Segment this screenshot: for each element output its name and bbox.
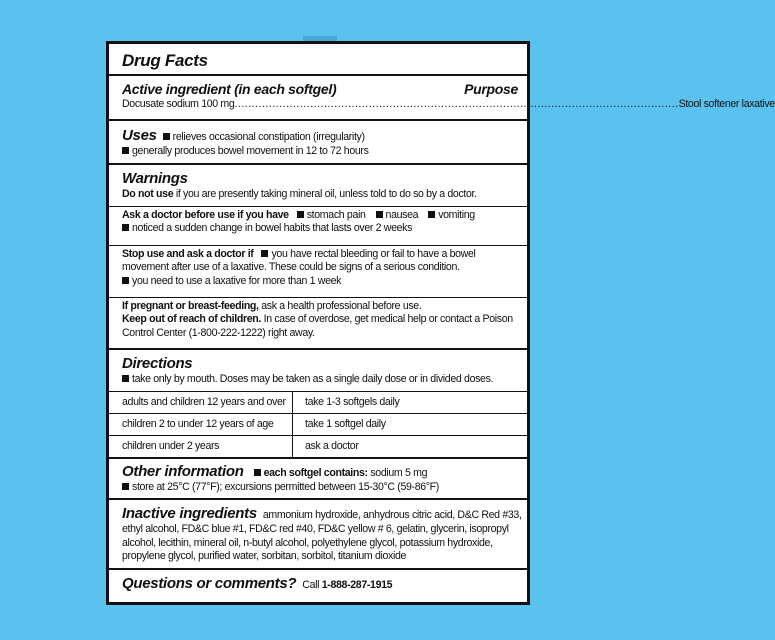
bullet-icon <box>376 211 383 218</box>
leader-dots: ................................................................................................................................. <box>234 98 679 110</box>
drug-facts-section <box>109 44 775 121</box>
dosage-amount: take 1 softgel daily <box>293 413 528 435</box>
inactive-line-1: ammonium hydroxide, anhydrous citric acid, D&C Red #33, <box>262 509 522 521</box>
directions-section <box>109 350 527 459</box>
stop-use-block <box>109 245 527 297</box>
do-not-use-text: if you are presently taking mineral oil, unless told to do so by a doctor. <box>173 188 477 200</box>
inactive-ingredients-heading: Inactive ingredients <box>122 505 257 522</box>
dosage-age: adults and children 12 years and over <box>109 391 293 413</box>
bullet-icon <box>122 224 129 231</box>
dosage-amount: take 1-3 softgels daily <box>293 391 528 413</box>
table-row <box>109 391 527 413</box>
keep-out-text-2: Control Center (1-800-222-1222) right away. <box>122 326 315 339</box>
phone-number: 1-888-287-1915 <box>321 579 393 591</box>
dosage-age: children under 2 years <box>109 435 293 457</box>
inactive-line-2: ethyl alcohol, FD&C blue #1, FD&C red #40, FD&C yellow # 6, gelatin, glycerin, isopropyl <box>122 523 509 535</box>
active-ingredient-heading: Active ingredient (in each softgel) <box>122 81 337 97</box>
directions-heading: Directions <box>122 355 193 372</box>
bullet-icon <box>122 147 129 154</box>
inactive-line-3: alcohol, lecithin, mineral oil, n-butyl alcohol, polyethylene glycol, potassium hydroxide, <box>122 536 493 549</box>
uses-item-1: relieves occasional constipation (irregularity) <box>172 131 365 143</box>
ask-doctor-label: Ask a doctor before use if you have <box>122 208 289 221</box>
storage-info: store at 25°C (77°F); excursions permitted between 15-30°C (59-86°F) <box>132 481 439 493</box>
dosage-amount: ask a doctor <box>293 435 528 457</box>
drug-facts-title: Drug Facts <box>122 51 208 70</box>
inactive-line-4: propylene glycol, purified water, sorbitan, sorbitol, titanium dioxide <box>122 550 407 562</box>
bullet-icon <box>163 133 170 140</box>
ask-doctor-item-bowel: noticed a sudden change in bowel habits that lasts over 2 weeks <box>132 222 413 234</box>
stop-use-label: Stop use and ask a doctor if <box>122 247 254 260</box>
do-not-use <box>122 188 518 206</box>
stop-use-line-1: you have rectal bleeding or fail to have a bowel <box>271 247 476 260</box>
call-label: Call <box>302 579 322 591</box>
purpose-heading: Purpose <box>464 81 518 97</box>
ask-doctor-block <box>109 206 527 245</box>
softgel-contains-text: sodium 5 mg <box>367 467 428 479</box>
warnings-heading: Warnings <box>122 170 188 187</box>
active-ingredient-row <box>122 98 775 112</box>
softgel-contains-label: each softgel contains: <box>263 467 368 479</box>
other-information-section <box>109 459 527 500</box>
keep-out-label: Keep out of reach of children. <box>122 313 262 325</box>
keep-out-text-1: In case of overdose, get medical help or contact a Poison <box>261 313 513 325</box>
bullet-icon <box>122 277 129 284</box>
dosage-age: children 2 to under 12 years of age <box>109 413 293 435</box>
bullet-icon <box>122 375 129 382</box>
purpose-value: Stool softener laxative <box>678 98 775 110</box>
bullet-icon <box>297 211 304 218</box>
pregnancy-block <box>109 297 527 343</box>
ask-doctor-item-nausea: nausea <box>385 208 419 221</box>
directions-intro: take only by mouth. Doses may be taken as a single daily dose or in divided doses. <box>132 373 494 385</box>
inactive-ingredients-section <box>109 500 527 570</box>
bullet-icon <box>122 483 129 490</box>
questions-section <box>109 570 527 593</box>
do-not-use-label: Do not use <box>122 188 174 200</box>
pregnant-label: If pregnant or breast-feeding, <box>122 299 259 312</box>
uses-heading: Uses <box>122 127 157 144</box>
stop-use-item-2: you need to use a laxative for more than 1 week <box>132 274 342 287</box>
ask-doctor-item-vomiting: vomiting <box>438 208 475 221</box>
active-ingredient-value: Docusate sodium 100 mg <box>122 98 235 110</box>
questions-heading: Questions or comments? <box>122 575 297 592</box>
pregnant-text: ask a health professional before use. <box>258 299 422 312</box>
uses-item-2: generally produces bowel movement in 12 to 72 hours <box>132 145 369 157</box>
other-information-heading: Other information <box>122 463 244 480</box>
active-ingredient-header <box>122 80 518 98</box>
table-row <box>109 435 527 457</box>
bullet-icon <box>261 250 268 257</box>
dosage-table <box>109 391 527 457</box>
table-row <box>109 413 527 435</box>
bullet-icon <box>428 211 435 218</box>
stop-use-line-2: movement after use of a laxative. These could be signs of a serious condition. <box>122 261 460 273</box>
uses-section <box>109 121 527 165</box>
ask-doctor-item-stomach: stomach pain <box>306 208 366 221</box>
drug-facts-panel <box>106 41 775 605</box>
warnings-section <box>109 165 527 350</box>
bullet-icon <box>254 469 261 476</box>
